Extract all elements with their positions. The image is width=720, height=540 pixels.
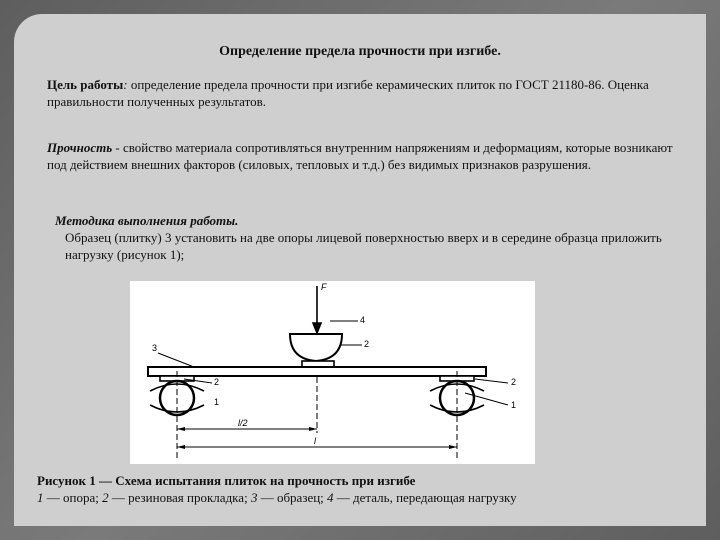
- label-2-right: 2: [511, 377, 517, 387]
- label-1-left: 1: [214, 397, 220, 407]
- load-part: [290, 334, 342, 361]
- figure-caption: [37, 472, 697, 506]
- diagram-svg: [130, 281, 535, 464]
- caption-title: Рисунок 1 — Схема испытания плиток на прочность при изгибе: [37, 473, 416, 488]
- force-arrow-head: [313, 323, 321, 333]
- strength-term: Прочность: [47, 140, 113, 155]
- legend-n3: 3: [250, 490, 258, 505]
- bending-test-diagram: [130, 281, 535, 464]
- force-label: F: [321, 282, 327, 292]
- legend-t4: — деталь, передающая нагрузку: [333, 490, 517, 505]
- caption-legend: [37, 489, 697, 506]
- strength-text: - свойство материала сопротивляться внутренним напряжениям и деформациям, которые возникают под действием внешних факторов (силовых, тепловых и т.д.) без видимых признаков разрушения.: [47, 140, 673, 172]
- goal-text: определение предела прочности при изгибе керамических плиток по ГОСТ 21180-86. Оценка правильности полученных результатов.: [47, 77, 649, 109]
- goal-colon: :: [123, 77, 128, 92]
- legend-t3: — образец;: [257, 490, 328, 505]
- method-text: Образец (плитку) 3 установить на две опоры лицевой поверхностью вверх и в середине образца приложить нагрузку (рисунок 1);: [65, 230, 662, 262]
- goal-label: Цель работы: [47, 77, 124, 92]
- goal-paragraph: [47, 76, 687, 110]
- method-heading: Методика выполнения работы.: [55, 213, 239, 228]
- label-4: 4: [360, 315, 366, 325]
- label-1-right: 1: [511, 400, 517, 410]
- legend-n1: 1: [37, 490, 44, 505]
- half-span-label: l/2: [238, 418, 248, 428]
- label-2-left: 2: [214, 377, 220, 387]
- legend-n2: 2: [102, 490, 109, 505]
- legend-t1: — опора;: [43, 490, 103, 505]
- method-paragraph: [47, 212, 687, 263]
- strength-paragraph: [47, 139, 687, 173]
- span-label: l: [314, 436, 316, 446]
- label-2-top: 2: [364, 339, 370, 349]
- legend-n4: 4: [327, 490, 334, 505]
- specimen-plate: [148, 367, 486, 376]
- label-3: 3: [152, 343, 158, 353]
- slide-title: Определение предела прочности при изгибе.: [219, 44, 501, 59]
- legend-t2: — резиновая прокладка;: [108, 490, 251, 505]
